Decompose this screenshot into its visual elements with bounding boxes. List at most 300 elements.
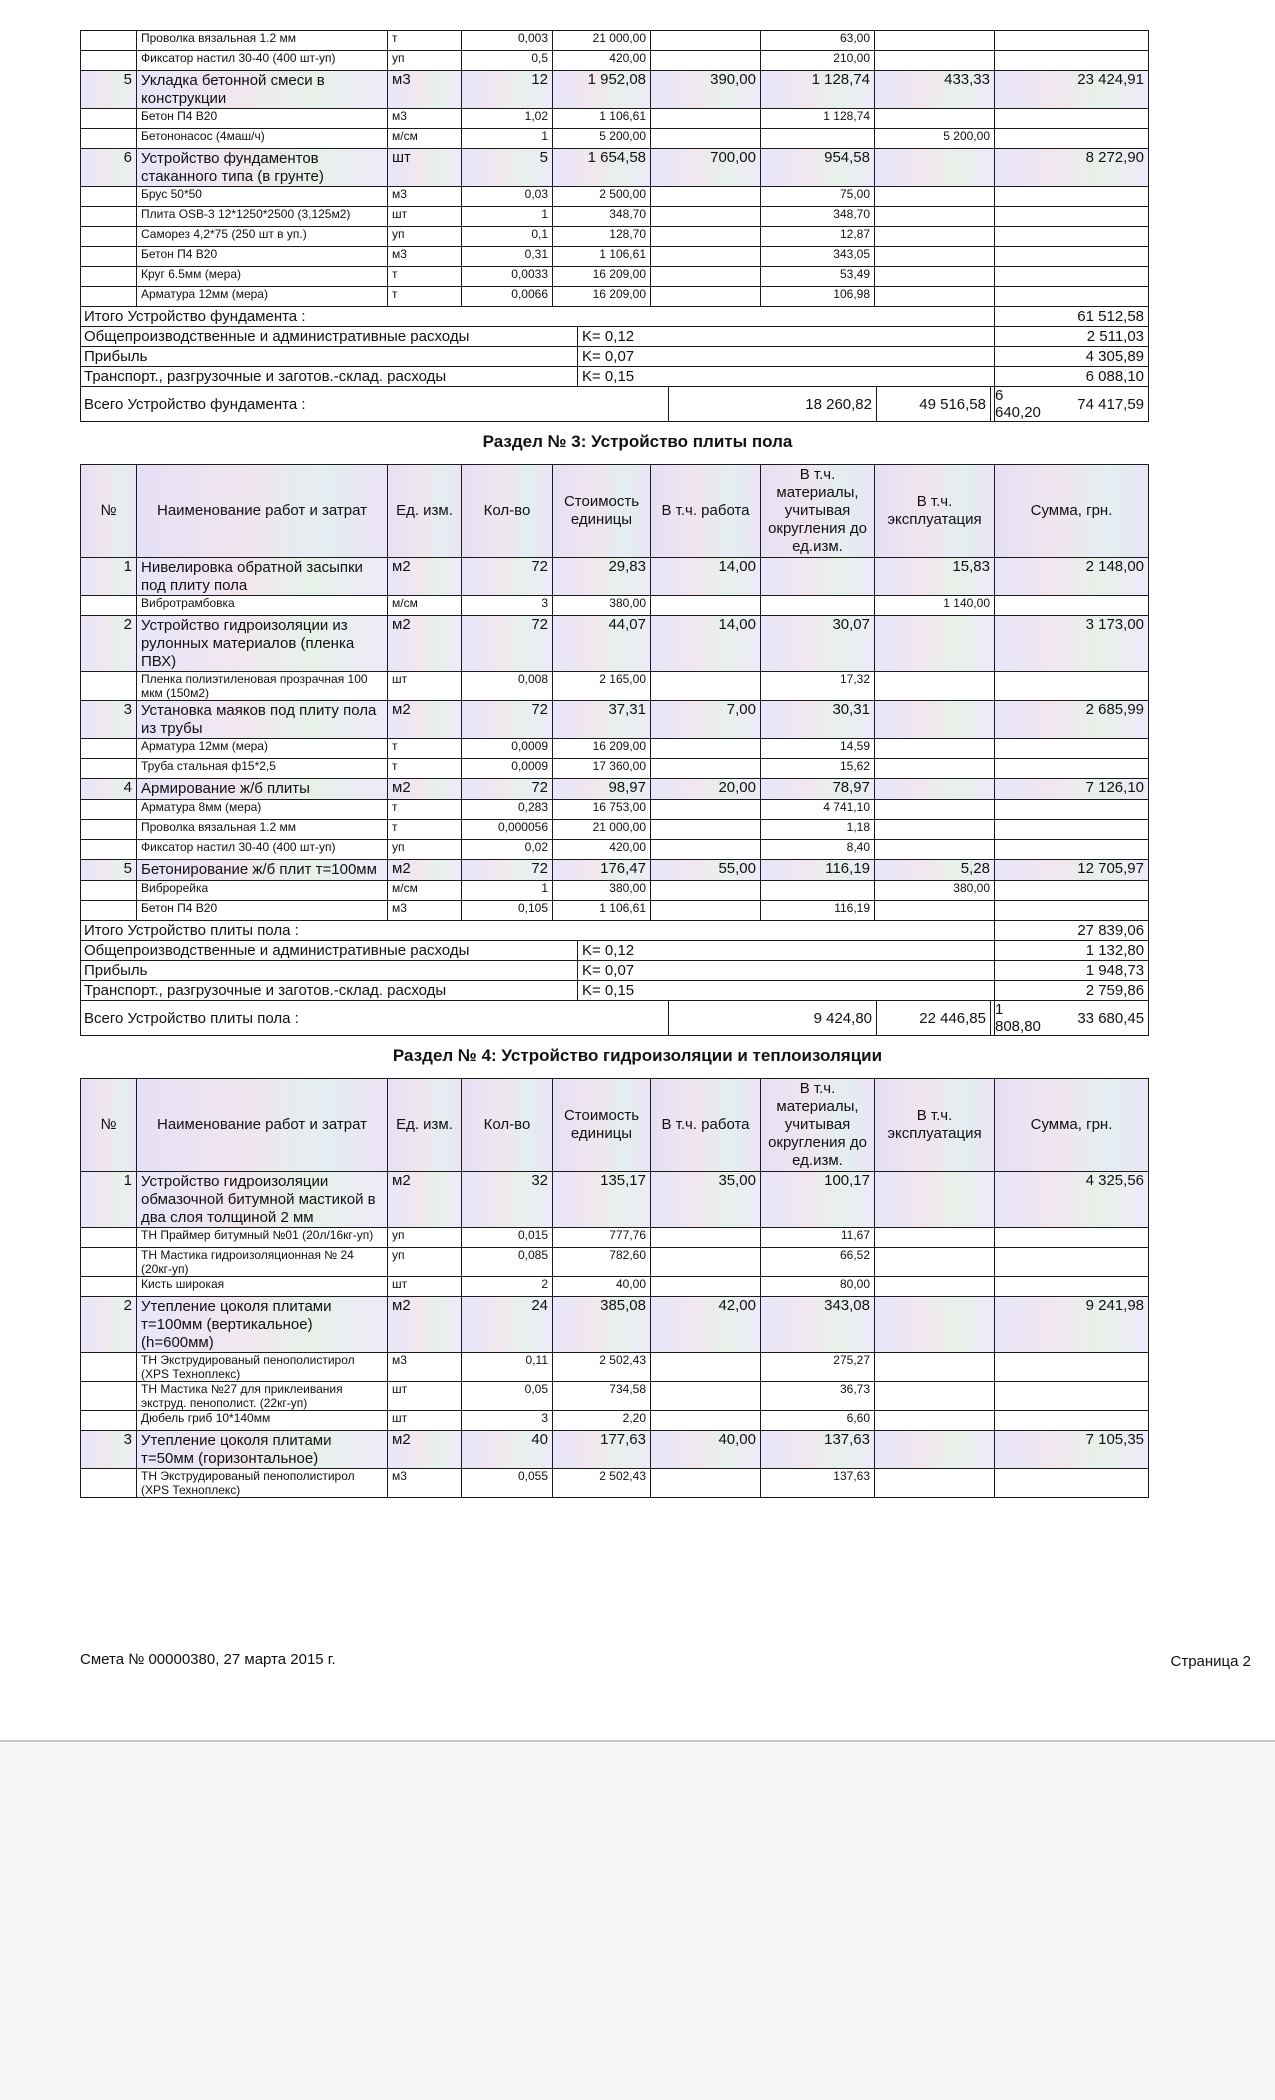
material-cost: 116,19 <box>761 901 875 921</box>
profit-sum: 4 305,89 <box>995 347 1149 367</box>
work-item-row <box>81 779 1149 800</box>
row-number <box>81 129 137 149</box>
row-number <box>81 800 137 820</box>
equipment-cost <box>875 901 995 921</box>
quantity: 0,085 <box>462 1248 553 1277</box>
item-name: Укладка бетонной смеси в конструкции <box>137 71 388 109</box>
material-cost: 343,08 <box>761 1297 875 1353</box>
col-labor-header: В т.ч. работа <box>651 1079 761 1172</box>
total-sum: 7 126,10 <box>995 779 1149 800</box>
quantity: 1 <box>462 129 553 149</box>
total-sum <box>995 267 1149 287</box>
col-unit-price-header: Стоимость единицы <box>553 1079 651 1172</box>
item-name: Нивелировка обратной засыпки под плиту пола <box>137 558 388 596</box>
total-sum <box>995 840 1149 860</box>
unit: т <box>388 820 462 840</box>
labor-cost <box>651 227 761 247</box>
quantity: 0,1 <box>462 227 553 247</box>
col-materials-header: В т.ч. материалы, учитывая округления до ед.изм. <box>761 1079 875 1172</box>
col-equipment-header: В т.ч. эксплуатация <box>875 1079 995 1172</box>
profit-k: K= 0,07 <box>578 961 995 981</box>
unit-price: 177,63 <box>553 1431 651 1469</box>
item-name: ТН Экструдированый пенополистирол (XPS Техноплекс) <box>137 1353 388 1382</box>
resource-row <box>81 287 1149 307</box>
total-sum <box>995 596 1149 616</box>
item-name: Саморез 4,2*75 (250 шт в уп.) <box>137 227 388 247</box>
unit: т <box>388 31 462 51</box>
total-sum <box>995 187 1149 207</box>
material-cost: 80,00 <box>761 1277 875 1297</box>
col-unit-header: Ед. изм. <box>388 1079 462 1172</box>
row-number <box>81 759 137 779</box>
material-cost: 4 741,10 <box>761 800 875 820</box>
quantity: 72 <box>462 779 553 800</box>
itogo-sum: 27 839,06 <box>995 921 1149 941</box>
col-number-header: № <box>81 465 137 558</box>
total-sum <box>995 1277 1149 1297</box>
equipment-cost <box>875 672 995 701</box>
section2-table <box>80 30 1149 307</box>
item-name: Вибротрамбовка <box>137 596 388 616</box>
labor-cost <box>651 1382 761 1411</box>
unit-price: 1 654,58 <box>553 149 651 187</box>
item-name: Пленка полиэтиленовая прозрачная 100 мкм (150м2) <box>137 672 388 701</box>
unit: м2 <box>388 616 462 672</box>
resource-row <box>81 1228 1149 1248</box>
item-name: Проволка вязальная 1.2 мм <box>137 820 388 840</box>
item-name: ТН Мастика гидроизоляционная № 24 (20кг-уп) <box>137 1248 388 1277</box>
unit-price: 44,07 <box>553 616 651 672</box>
transport-k: K= 0,15 <box>578 367 995 387</box>
unit: м2 <box>388 779 462 800</box>
total-sum: 2 148,00 <box>995 558 1149 596</box>
quantity: 0,31 <box>462 247 553 267</box>
profit-label: Прибыль <box>81 961 578 981</box>
equipment-cost <box>875 1297 995 1353</box>
row-number <box>81 1382 137 1411</box>
resource-row <box>81 820 1149 840</box>
col-equipment-header: В т.ч. эксплуатация <box>875 465 995 558</box>
total-sum <box>995 109 1149 129</box>
work-item-row <box>81 701 1149 739</box>
quantity: 72 <box>462 616 553 672</box>
unit-price: 1 106,61 <box>553 247 651 267</box>
section4-title: Раздел № 4: Устройство гидроизоляции и теплоизоляции <box>392 1046 883 1065</box>
row-number <box>81 672 137 701</box>
material-cost: 11,67 <box>761 1228 875 1248</box>
quantity: 24 <box>462 1297 553 1353</box>
unit-price: 21 000,00 <box>553 31 651 51</box>
total-sum <box>995 207 1149 227</box>
resource-row <box>81 800 1149 820</box>
unit-price: 37,31 <box>553 701 651 739</box>
resource-row <box>81 881 1149 901</box>
item-name: Плита OSB-3 12*1250*2500 (3,125м2) <box>137 207 388 227</box>
overhead-label: Общепроизводственные и административные расходы <box>81 327 578 347</box>
quantity: 0,105 <box>462 901 553 921</box>
overhead-sum: 2 511,03 <box>995 327 1149 347</box>
row-number <box>81 1353 137 1382</box>
unit: м2 <box>388 1172 462 1228</box>
row-number: 5 <box>81 860 137 881</box>
row-number <box>81 820 137 840</box>
quantity: 0,03 <box>462 187 553 207</box>
total-sum <box>995 1469 1149 1498</box>
row-number <box>81 840 137 860</box>
total-sum <box>995 800 1149 820</box>
row-number <box>81 187 137 207</box>
row-number <box>81 267 137 287</box>
item-name: Круг 6.5мм (мера) <box>137 267 388 287</box>
total-sum: 23 424,91 <box>995 71 1149 109</box>
unit: м3 <box>388 1353 462 1382</box>
resource-row <box>81 109 1149 129</box>
overhead-k: K= 0,12 <box>578 941 995 961</box>
resource-row <box>81 1382 1149 1411</box>
work-item-row <box>81 1172 1149 1228</box>
unit: м2 <box>388 1431 462 1469</box>
equipment-cost <box>875 1248 995 1277</box>
total-sum <box>995 227 1149 247</box>
unit: м2 <box>388 701 462 739</box>
material-cost: 30,07 <box>761 616 875 672</box>
quantity: 0,5 <box>462 51 553 71</box>
equipment-cost <box>875 779 995 800</box>
quantity: 2 <box>462 1277 553 1297</box>
equipment-cost <box>875 800 995 820</box>
col-sum-header: Сумма, грн. <box>995 465 1149 558</box>
section2-summary <box>80 306 1149 422</box>
quantity: 1 <box>462 207 553 227</box>
quantity: 3 <box>462 1411 553 1431</box>
equipment-cost <box>875 267 995 287</box>
equipment-cost <box>875 187 995 207</box>
item-name: Арматура 12мм (мера) <box>137 287 388 307</box>
unit-price: 16 209,00 <box>553 739 651 759</box>
labor-cost <box>651 840 761 860</box>
col-quantity-header: Кол-во <box>462 465 553 558</box>
labor-cost <box>651 51 761 71</box>
page-edge <box>0 1740 1275 1742</box>
quantity: 0,05 <box>462 1382 553 1411</box>
unit-price: 16 209,00 <box>553 287 651 307</box>
total-sum: 4 325,56 <box>995 1172 1149 1228</box>
unit-price: 2 500,00 <box>553 187 651 207</box>
unit-price: 1 106,61 <box>553 109 651 129</box>
total-sum: 7 105,35 <box>995 1431 1149 1469</box>
unit-price: 29,83 <box>553 558 651 596</box>
total-work: 18 260,82 <box>669 387 877 422</box>
resource-row <box>81 267 1149 287</box>
unit-price: 17 360,00 <box>553 759 651 779</box>
total-work: 9 424,80 <box>669 1001 877 1036</box>
material-cost: 6,60 <box>761 1411 875 1431</box>
total-sum <box>995 31 1149 51</box>
labor-cost <box>651 187 761 207</box>
total-sum <box>995 759 1149 779</box>
section3-header <box>81 465 1149 558</box>
item-name: Устройство гидроизоляции обмазочной битумной мастикой в два слоя толщиной 2 мм <box>137 1172 388 1228</box>
col-sum-header: Сумма, грн. <box>995 1079 1149 1172</box>
material-cost: 275,27 <box>761 1353 875 1382</box>
material-cost: 106,98 <box>761 287 875 307</box>
resource-row <box>81 1353 1149 1382</box>
row-number <box>81 1228 137 1248</box>
labor-cost <box>651 881 761 901</box>
section3-summary <box>80 920 1149 1036</box>
equipment-cost <box>875 820 995 840</box>
equipment-cost: 433,33 <box>875 71 995 109</box>
labor-cost: 40,00 <box>651 1431 761 1469</box>
row-number: 5 <box>81 71 137 109</box>
work-item-row <box>81 860 1149 881</box>
row-number <box>81 247 137 267</box>
quantity: 1,02 <box>462 109 553 129</box>
labor-cost <box>651 287 761 307</box>
unit: т <box>388 739 462 759</box>
equipment-cost <box>875 701 995 739</box>
col-name-header: Наименование работ и затрат <box>137 465 388 558</box>
unit: шт <box>388 1411 462 1431</box>
total-sum <box>995 901 1149 921</box>
row-number <box>81 739 137 759</box>
item-name: Бетон П4 В20 <box>137 109 388 129</box>
col-materials-header: В т.ч. материалы, учитывая округления до ед.изм. <box>761 465 875 558</box>
col-quantity-header: Кол-во <box>462 1079 553 1172</box>
row-number: 3 <box>81 1431 137 1469</box>
resource-row <box>81 596 1149 616</box>
item-name: Устройство фундаментов стаканного типа (в грунте) <box>137 149 388 187</box>
total-sum <box>995 881 1149 901</box>
unit: м2 <box>388 558 462 596</box>
resource-row <box>81 901 1149 921</box>
labor-cost <box>651 759 761 779</box>
profit-k: K= 0,07 <box>578 347 995 367</box>
section2-rows <box>81 31 1149 307</box>
quantity: 72 <box>462 860 553 881</box>
unit: м2 <box>388 860 462 881</box>
row-number <box>81 287 137 307</box>
equipment-cost <box>875 616 995 672</box>
unit-price: 2,20 <box>553 1411 651 1431</box>
row-number <box>81 1411 137 1431</box>
item-name: Утепление цоколя плитами т=50мм (горизонтальное) <box>137 1431 388 1469</box>
unit: уп <box>388 1248 462 1277</box>
labor-cost <box>651 596 761 616</box>
row-number <box>81 31 137 51</box>
row-number: 2 <box>81 616 137 672</box>
unit-price: 176,47 <box>553 860 651 881</box>
resource-row <box>81 187 1149 207</box>
col-number-header: № <box>81 1079 137 1172</box>
material-cost: 116,19 <box>761 860 875 881</box>
unit-price: 16 209,00 <box>553 267 651 287</box>
row-number <box>81 1248 137 1277</box>
col-name-header: Наименование работ и затрат <box>137 1079 388 1172</box>
resource-row <box>81 1469 1149 1498</box>
total-label: Всего Устройство фундамента : <box>81 387 669 422</box>
equipment-cost <box>875 1382 995 1411</box>
equipment-cost: 380,00 <box>875 881 995 901</box>
unit-price: 1 952,08 <box>553 71 651 109</box>
unit-price: 21 000,00 <box>553 820 651 840</box>
item-name: Брус 50*50 <box>137 187 388 207</box>
quantity: 5 <box>462 149 553 187</box>
profit-label: Прибыль <box>81 347 578 367</box>
quantity: 0,0033 <box>462 267 553 287</box>
profit-row <box>81 347 1149 367</box>
total-sum: 12 705,97 <box>995 860 1149 881</box>
item-name: Бетон П4 В20 <box>137 901 388 921</box>
unit: т <box>388 800 462 820</box>
unit: м3 <box>388 71 462 109</box>
equipment-cost <box>875 109 995 129</box>
quantity: 40 <box>462 1431 553 1469</box>
overhead-row <box>81 941 1149 961</box>
labor-cost <box>651 1277 761 1297</box>
row-number <box>81 596 137 616</box>
labor-cost: 700,00 <box>651 149 761 187</box>
total-mat: 49 516,58 <box>877 387 991 422</box>
item-name: ТН Праймер битумный №01 (20л/16кг-уп) <box>137 1228 388 1248</box>
unit: м3 <box>388 247 462 267</box>
transport-label: Транспорт., разгрузочные и заготов.-склад. расходы <box>81 981 578 1001</box>
quantity: 0,003 <box>462 31 553 51</box>
total-row <box>81 1001 1149 1036</box>
unit-price: 5 200,00 <box>553 129 651 149</box>
item-name: Фиксатор настил 30-40 (400 шт-уп) <box>137 51 388 71</box>
item-name: Утепление цоколя плитами т=100мм (вертикальное) (h=600мм) <box>137 1297 388 1353</box>
item-name: Проволка вязальная 1.2 мм <box>137 31 388 51</box>
unit: м/см <box>388 881 462 901</box>
equipment-cost <box>875 1172 995 1228</box>
work-item-row <box>81 149 1149 187</box>
equipment-cost <box>875 31 995 51</box>
itogo-row <box>81 921 1149 941</box>
transport-label: Транспорт., разгрузочные и заготов.-склад. расходы <box>81 367 578 387</box>
material-cost <box>761 881 875 901</box>
equipment-cost: 5 200,00 <box>875 129 995 149</box>
quantity: 12 <box>462 71 553 109</box>
labor-cost: 14,00 <box>651 558 761 596</box>
material-cost: 343,05 <box>761 247 875 267</box>
item-name: Фиксатор настил 30-40 (400 шт-уп) <box>137 840 388 860</box>
total-mat: 22 446,85 <box>877 1001 991 1036</box>
quantity: 0,0009 <box>462 739 553 759</box>
total-sum <box>995 247 1149 267</box>
item-name: Кисть широкая <box>137 1277 388 1297</box>
material-cost: 14,59 <box>761 739 875 759</box>
transport-sum: 6 088,10 <box>995 367 1149 387</box>
material-cost: 17,32 <box>761 672 875 701</box>
row-number: 6 <box>81 149 137 187</box>
unit: шт <box>388 149 462 187</box>
profit-sum: 1 948,73 <box>995 961 1149 981</box>
unit-price: 348,70 <box>553 207 651 227</box>
unit: т <box>388 287 462 307</box>
total-sum <box>995 1411 1149 1431</box>
unit-price: 135,17 <box>553 1172 651 1228</box>
material-cost: 12,87 <box>761 227 875 247</box>
resource-row <box>81 759 1149 779</box>
itogo-label: Итого Устройство плиты пола : <box>81 921 995 941</box>
itogo-sum: 61 512,58 <box>995 307 1149 327</box>
item-name: Арматура 12мм (мера) <box>137 739 388 759</box>
item-name: Установка маяков под плиту пола из трубы <box>137 701 388 739</box>
labor-cost <box>651 739 761 759</box>
total-sum: 33 680,45 <box>995 1001 1149 1036</box>
work-item-row <box>81 1431 1149 1469</box>
resource-row <box>81 672 1149 701</box>
unit: уп <box>388 840 462 860</box>
resource-row <box>81 129 1149 149</box>
labor-cost <box>651 129 761 149</box>
unit-price: 777,76 <box>553 1228 651 1248</box>
unit: уп <box>388 51 462 71</box>
labor-cost: 20,00 <box>651 779 761 800</box>
resource-row <box>81 247 1149 267</box>
unit: м3 <box>388 187 462 207</box>
overhead-row <box>81 327 1149 347</box>
unit: шт <box>388 1382 462 1411</box>
resource-row <box>81 1277 1149 1297</box>
work-item-row <box>81 616 1149 672</box>
unit-price: 2 502,43 <box>553 1353 651 1382</box>
total-sum: 9 241,98 <box>995 1297 1149 1353</box>
item-name: Дюбель гриб 10*140мм <box>137 1411 388 1431</box>
total-sum: 74 417,59 <box>995 387 1149 422</box>
overhead-k: K= 0,12 <box>578 327 995 347</box>
unit: м2 <box>388 1297 462 1353</box>
transport-k: K= 0,15 <box>578 981 995 1001</box>
material-cost <box>761 129 875 149</box>
material-cost: 75,00 <box>761 187 875 207</box>
total-sum <box>995 739 1149 759</box>
quantity: 3 <box>462 596 553 616</box>
unit-price: 2 502,43 <box>553 1469 651 1498</box>
unit-price: 98,97 <box>553 779 651 800</box>
work-item-row <box>81 1297 1149 1353</box>
section3-rows <box>81 558 1149 921</box>
quantity: 0,283 <box>462 800 553 820</box>
material-cost <box>761 558 875 596</box>
item-name: Виброрейка <box>137 881 388 901</box>
row-number: 2 <box>81 1297 137 1353</box>
row-number <box>81 51 137 71</box>
transport-row <box>81 981 1149 1001</box>
material-cost: 137,63 <box>761 1469 875 1498</box>
labor-cost <box>651 820 761 840</box>
unit: м3 <box>388 109 462 129</box>
section3-table <box>80 464 1149 921</box>
col-labor-header: В т.ч. работа <box>651 465 761 558</box>
work-item-row <box>81 71 1149 109</box>
unit: м3 <box>388 1469 462 1498</box>
total-sum <box>995 1353 1149 1382</box>
col-unit-price-header: Стоимость единицы <box>553 465 651 558</box>
material-cost: 348,70 <box>761 207 875 227</box>
equipment-cost <box>875 247 995 267</box>
itogo-row <box>81 307 1149 327</box>
equipment-cost: 5,28 <box>875 860 995 881</box>
unit: шт <box>388 672 462 701</box>
equipment-cost: 15,83 <box>875 558 995 596</box>
labor-cost <box>651 207 761 227</box>
item-name: Арматура 8мм (мера) <box>137 800 388 820</box>
itogo-label: Итого Устройство фундамента : <box>81 307 995 327</box>
total-sum: 8 272,90 <box>995 149 1149 187</box>
total-sum <box>995 129 1149 149</box>
